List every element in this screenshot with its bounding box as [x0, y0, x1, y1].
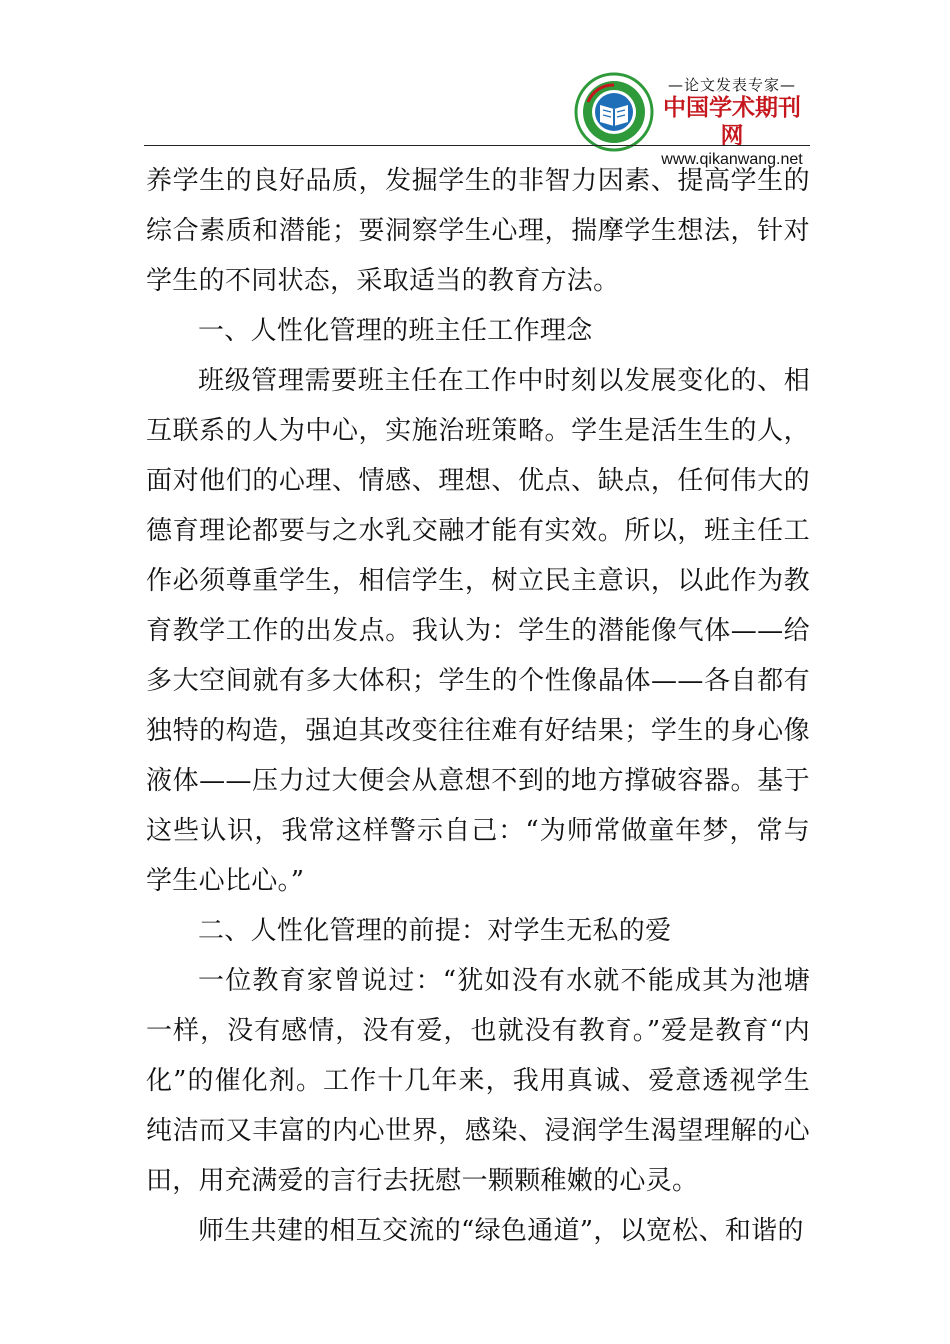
logo-url: www.qikanwang.net [661, 151, 803, 168]
logo-name: 中国学术期刊网 [663, 95, 801, 149]
paragraph: 一位教育家曾说过：“犹如没有水就不能成其为池塘一样，没有感情，没有爱，也就没有教育。”爱是教育“内化”的催化剂。工作十几年来，我用真诚、爱意透视学生纯洁而又丰富的内心世界，感染、浸润学生渴望理解的心田，用充满爱的言行去抚慰一颗颗稚嫩的心灵。 [146, 966, 810, 1196]
section-heading: 二、人性化管理的前提：对学生无私的爱 [198, 916, 672, 946]
logo-tagline: —论文发表专家— [667, 76, 796, 94]
document-body [146, 156, 810, 1256]
section-heading: 一、人性化管理的班主任工作理念 [198, 316, 593, 346]
paragraph: 师生共建的相互交流的“绿色通道”，以宽松、和谐的 [198, 1216, 804, 1246]
paragraph: 养学生的良好品质，发掘学生的非智力因素、提高学生的综合素质和潜能；要洞察学生心理，揣摩学生想法，针对学生的不同状态，采取适当的教育方法。 [146, 166, 810, 296]
page-header [0, 0, 950, 168]
paragraph: 班级管理需要班主任在工作中时刻以发展变化的、相互联系的人为中心，实施治班策略。学生是活生生的人，面对他们的心理、情感、理想、优点、缺点，任何伟大的德育理论都要与之水乳交融才能有实效。所以，班主任工作必须尊重学生，相信学生，树立民主意识，以此作为教育教学工作的出发点。我认为：学生的潜能像气体——给多大空间就有多大体积；学生的个性像晶体——各自都有独特的构造，强迫其改变往往难有好结果；学生的身心像液体——压力过大便会从意想不到的地方撑破容器。基于这些认识，我常这样警示自己：“为师常做童年梦，常与学生心比心。” [146, 366, 810, 896]
header-divider [144, 145, 810, 146]
logo-seal-icon [574, 72, 654, 152]
